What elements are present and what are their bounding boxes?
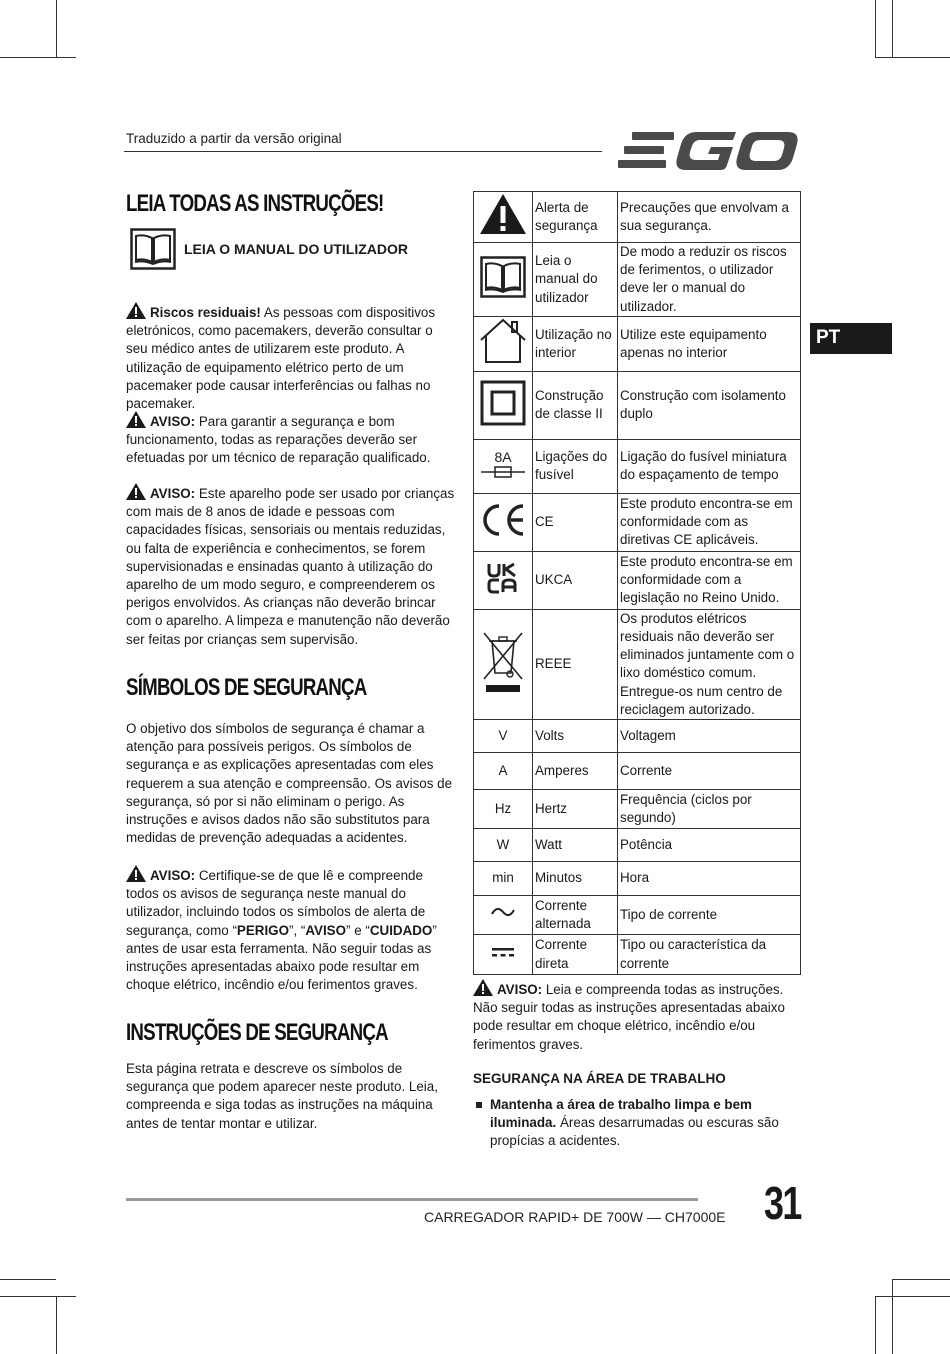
symbol-cell [474, 439, 533, 493]
symbol-name: Hertz [533, 790, 618, 829]
bullet-text: Áreas desarrumadas ou escuras são propícias a acidentes. [490, 1115, 779, 1149]
warning-text: Para garantir a segurança e bom funcionamento, todas as reparações deverão ser efetuadas por um técnico de reparação qualificado. [126, 414, 431, 466]
bullet-bold-text: Mantenha a área de trabalho limpa e bem iluminada. [490, 1097, 752, 1131]
safety-symbols-title: SÍMBOLOS DE SEGURANÇA [126, 674, 367, 701]
safety-alert-icon [479, 193, 527, 235]
table-row [474, 753, 801, 790]
warning-triangle-icon [126, 865, 146, 882]
warning-read-all-paragraph [126, 865, 456, 994]
symbol-name: UKCA [533, 551, 618, 609]
table-row [474, 243, 801, 317]
translation-note: Traduzido a partir da versão original [126, 131, 342, 146]
language-tab: PT [810, 323, 892, 354]
weee-bin-icon [480, 629, 526, 695]
warning-triangle-icon [126, 302, 146, 319]
ce-mark-icon [479, 503, 527, 537]
warning-text: ” e “ [346, 922, 370, 938]
read-manual-label: LEIA O MANUAL DO UTILIZADOR [184, 241, 408, 257]
symbol-name: Amperes [533, 753, 618, 790]
table-row [474, 493, 801, 551]
crop-mark [892, 1279, 950, 1280]
table-row [474, 371, 801, 439]
warning-children-paragraph [126, 483, 456, 649]
table-row [474, 790, 801, 829]
warning-triangle-icon [473, 979, 493, 996]
symbol-description: Tipo de corrente [618, 896, 801, 935]
warning-text: Leia e compreenda todas as instruções. Não seguir todas as instruções apresentadas abaixo pode resultar em choque elétrico, incêndio e/ou ferimentos graves. [473, 982, 785, 1052]
symbol-description: Hora [618, 862, 801, 896]
warning-text: ”, “ [289, 922, 306, 938]
table-row [474, 720, 801, 753]
symbol-text-cell: V [474, 720, 533, 753]
read-all-title: LEIA TODAS AS INSTRUÇÕES! [126, 190, 384, 217]
crop-mark [876, 1296, 950, 1297]
bullet-square-icon [476, 1102, 482, 1108]
symbol-description: Este produto encontra-se em conformidade com as diretivas CE aplicáveis. [618, 493, 801, 551]
symbol-cell [474, 609, 533, 719]
page-number: 31 [764, 1177, 801, 1229]
direct-current-icon [491, 946, 515, 958]
table-row [474, 551, 801, 609]
left-column [126, 190, 456, 218]
table-row [474, 192, 801, 243]
symbol-cell [474, 192, 533, 243]
symbol-cell [474, 551, 533, 609]
symbol-description: Frequência (ciclos por segundo) [618, 790, 801, 829]
residual-text: As pessoas com dispositivos eletrónicos, como pacemakers, deverão consultar o seu médico antes de utilizarem este produto. A utilização de equipamento elétrico perto de um pacemaker pode causar interferências ou falhas no pacemaker. [126, 305, 436, 412]
symbol-description: Utilize este equipamento apenas no interior [618, 316, 801, 371]
warning-triangle-icon [126, 483, 146, 500]
residual-risk-paragraph [126, 302, 456, 413]
alternating-current-icon [490, 905, 516, 919]
symbol-name: Utilização no interior [533, 316, 618, 371]
footer-rule [126, 1198, 698, 1201]
crop-mark [892, 1279, 893, 1354]
fuse-rating: 8A [494, 448, 512, 465]
symbol-name: Volts [533, 720, 618, 753]
list-item [476, 1096, 796, 1151]
symbol-name: Watt [533, 829, 618, 862]
warning-label: AVISO: [150, 868, 196, 883]
safety-instructions-title: INSTRUÇÕES DE SEGURANÇA [126, 1019, 388, 1046]
ukca-mark-icon [487, 562, 519, 594]
residual-label: Riscos residuais! [150, 305, 261, 320]
warning-label: AVISO: [497, 982, 543, 997]
symbol-cell [474, 243, 533, 317]
warning-label: AVISO: [150, 414, 196, 429]
symbol-description: Tipo ou característica da corrente [618, 935, 801, 975]
symbol-text-cell: W [474, 829, 533, 862]
warning-text: ” antes de usar esta ferramenta. Não seguir todas as instruções apresentadas abaixo pode resultar em choque elétrico, incêndio e/ou ferimentos graves. [126, 922, 437, 993]
crop-mark [875, 0, 876, 58]
crop-mark [0, 57, 76, 58]
table-row [474, 935, 801, 975]
read-manual-icon [480, 256, 526, 298]
symbol-cell [474, 493, 533, 551]
footer-product: CARREGADOR RAPID+ DE 700W — CH7000E [424, 1209, 726, 1225]
safety-symbols-table [473, 191, 801, 975]
symbol-cell [474, 316, 533, 371]
indoor-use-icon [478, 318, 528, 364]
warning-text: Este aparelho pode ser usado por crianças com mais de 8 anos de idade e pessoas com capacidades físicas, sensoriais ou mentais reduzidas, ou falta de experiência e conhecimentos, se forem supervisionadas e ensinadas quanto à utilização do aparelho de um modo seguro, e compreenderem os perigos envolvidos. As crianças não deverão brincar com o aparelho. A limpeza e manutenção não deverão ser feitas por crianças sem supervisão. [126, 486, 455, 647]
symbol-name: Construção de classe II [533, 371, 618, 439]
aviso-word: AVISO [305, 922, 347, 938]
symbol-description: Potência [618, 829, 801, 862]
crop-mark [892, 0, 893, 58]
crop-mark [875, 1296, 876, 1354]
work-area-title: SEGURANÇA NA ÁREA DE TRABALHO [473, 1071, 726, 1086]
symbol-name: Corrente direta [533, 935, 618, 975]
safety-symbols-paragraph: O objetivo dos símbolos de segurança é chamar a atenção para possíveis perigos. Os símbolos de segurança e as explicações apresentadas com eles requerem a sua atenção e compreensão. Os avisos de segurança, só por si não eliminam o perigo. As instruções e avisos dados não são substitutos para medidas de prevenção adequadas a acidentes. [126, 721, 453, 846]
read-manual-row [130, 228, 408, 270]
crop-mark [56, 1296, 57, 1354]
symbol-text-cell: A [474, 753, 533, 790]
table-row [474, 609, 801, 719]
warning-label: AVISO: [150, 486, 196, 501]
symbol-text-cell: min [474, 862, 533, 896]
symbol-description: Precauções que envolvam a sua segurança. [618, 192, 801, 243]
crop-mark [56, 0, 57, 58]
cuidado-word: CUIDADO [369, 922, 433, 938]
perigo-word: PERIGO [236, 922, 289, 938]
symbol-name: Alerta de segurança [533, 192, 618, 243]
crop-mark [0, 1296, 76, 1297]
table-row [474, 439, 801, 493]
table-row [474, 862, 801, 896]
symbol-cell [474, 371, 533, 439]
symbol-name: Minutos [533, 862, 618, 896]
warning-triangle-icon [126, 411, 146, 428]
symbol-description: Ligação do fusível miniatura do espaçamento de tempo [618, 439, 801, 493]
safety-instructions-paragraph: Esta página retrata e descreve os símbolos de segurança que podem aparecer neste produto. Leia, compreenda e siga todas as instruções na máquina antes de tentar montar e utilizar. [126, 1061, 438, 1131]
symbol-name: Leia o manual do utilizador [533, 243, 618, 317]
symbol-description: Construção com isolamento duplo [618, 371, 801, 439]
warning-text: Certifique-se de que lê e compreende todos os avisos de segurança neste manual do utilizador, incluindo todos os símbolos de alerta de segurança, como “ [126, 868, 426, 938]
crop-mark [876, 57, 950, 58]
fuse-icon [481, 465, 525, 479]
symbol-cell [474, 935, 533, 975]
list-item-text [490, 1096, 796, 1151]
symbol-description: Voltagem [618, 720, 801, 753]
symbol-description: Os produtos elétricos residuais não deverão ser eliminados juntamente com o lixo doméstico comum. Entregue-os num centro de reciclagem autorizado. [618, 609, 801, 719]
symbol-description: De modo a reduzir os riscos de ferimentos, o utilizador deve ler o manual do utilizador. [618, 243, 801, 317]
ego-logo [616, 128, 800, 172]
class-ii-icon [480, 380, 526, 426]
table-row [474, 896, 801, 935]
table-row [474, 316, 801, 371]
symbol-description: Corrente [618, 753, 801, 790]
symbol-description: Este produto encontra-se em conformidade com a legislação no Reino Unido. [618, 551, 801, 609]
symbol-cell [474, 896, 533, 935]
read-manual-icon [130, 228, 176, 270]
symbol-text-cell: Hz [474, 790, 533, 829]
warning-read-instructions-paragraph [473, 979, 803, 1054]
symbol-name: Corrente alternada [533, 896, 618, 935]
crop-mark [0, 1279, 56, 1280]
table-row [474, 829, 801, 862]
header-rule [124, 151, 602, 152]
warning-repairs-paragraph [126, 411, 456, 468]
symbol-name: REEE [533, 609, 618, 719]
symbol-name: Ligações do fusível [533, 439, 618, 493]
symbol-name: CE [533, 493, 618, 551]
